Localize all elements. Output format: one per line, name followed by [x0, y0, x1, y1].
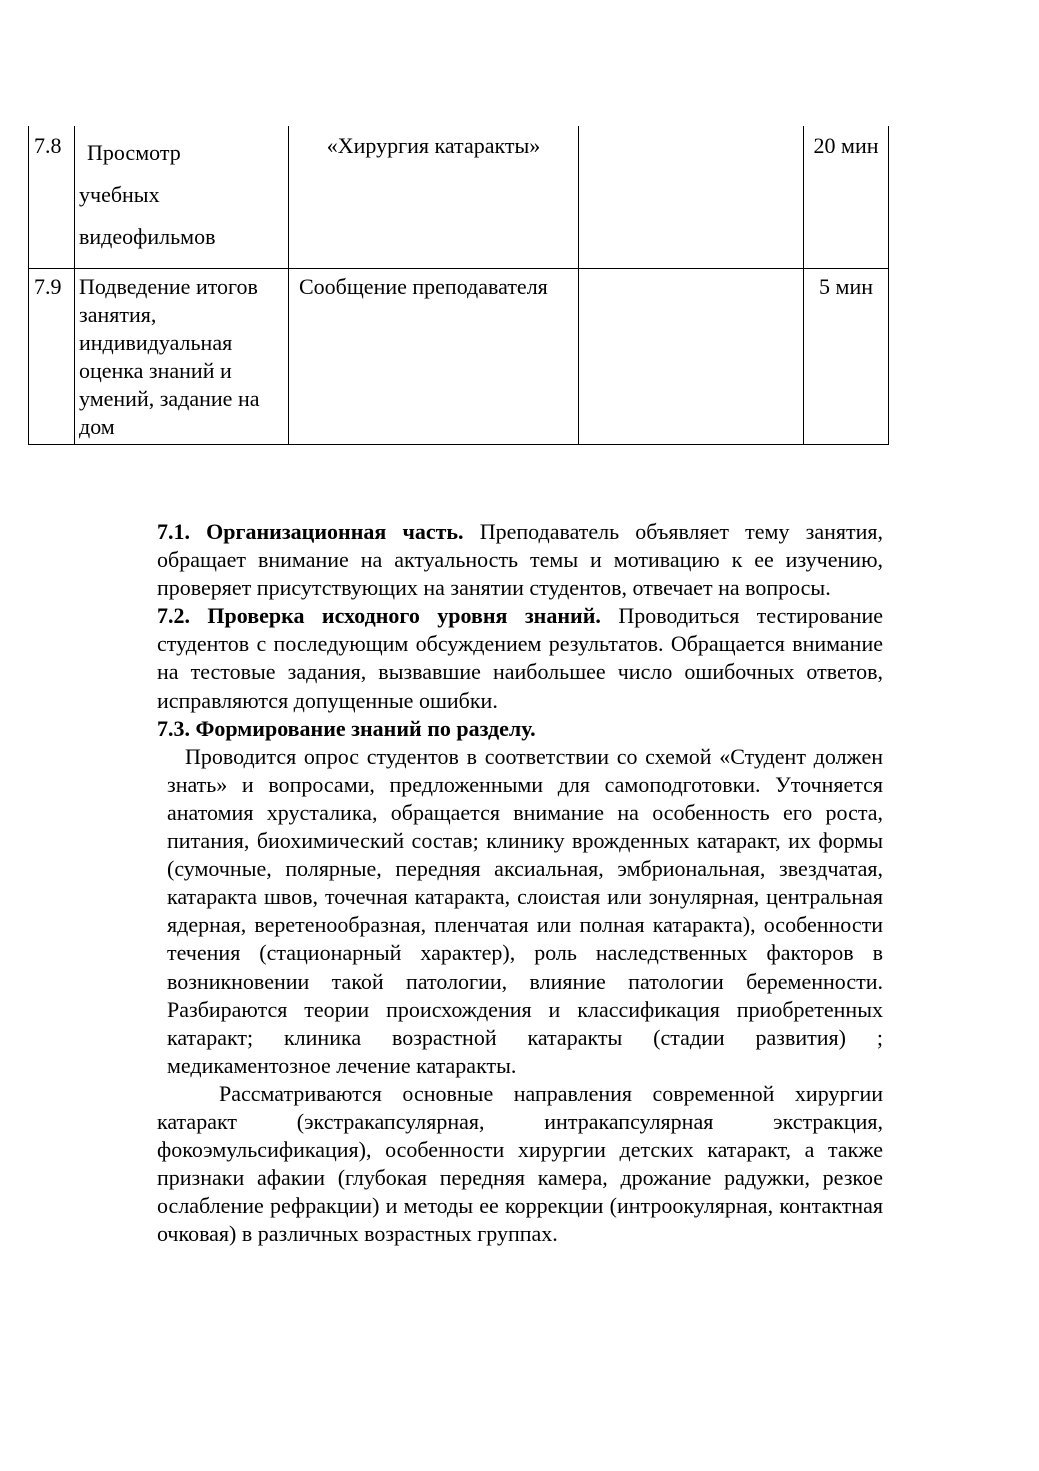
stage-line: Просмотр — [87, 140, 181, 165]
row-number: 7.8 — [29, 126, 75, 269]
section-7-3-text: Проводится опрос студентов в соответствии со схемой «Студент должен знать» и вопросами, предложенными для самоподготовки. Уточняется анатомия хрусталика, обращается внимание на особенность его роста, питания, биохимический состав; клинику врожденных катаракт, их формы (сумочные, полярные, передняя аксиальная, эмбриональная, звездчатая, катаракта швов, точечная катаракта, слоистая или зонулярная, центральная ядерная, веретенообразная, пленчатая или полная катаракта), особенности течения (стационарный характер), роль наследственных факторов в возникновении такой патологии, влияние патологии беременности. Разбираются теории происхождения и классификация приобретенных катаракт; клиника возрастной катаракты (стадии развития) ; медикаментозное лечение катаракты. — [167, 743, 883, 1078]
stage-line: учебных — [79, 182, 160, 207]
row-method: Сообщение преподавателя — [289, 269, 579, 445]
section-heading: 7.1. Организационная часть. — [157, 519, 464, 544]
table-row — [29, 269, 889, 445]
section-text: Преподаватель объявляет тему занятия, обращает внимание на актуальность темы и мотивацию к ее изучению, проверяет присутствующих на занятии студентов, отвечает на вопросы. — [157, 519, 883, 601]
section-text: Проводиться тестирование студентов с последующим обсуждением результатов. Обращается внимание на тестовые задания, вызвавшие наибольшее число ошибочных ответов, исправляются допущенные ошибки. — [157, 603, 884, 713]
section-7-3-heading — [157, 715, 883, 743]
row-stage: Подведение итогов занятия, индивидуальная оценка знаний и умений, задание на дом — [75, 269, 289, 445]
section-7-1 — [157, 518, 883, 602]
row-note — [579, 269, 804, 445]
row-time: 5 мин — [804, 269, 889, 445]
row-method: «Хирургия катаракты» — [289, 126, 579, 269]
table-row — [29, 126, 889, 269]
row-time: 20 мин — [804, 126, 889, 269]
lesson-description — [157, 518, 883, 1248]
section-7-3-text-2: Рассматриваются основные направления современной хирургии катаракт (экстракапсулярная, интракапсулярная экстракция, фокоэмульсификация), особенности хирургии детских катаракт, а также признаки афакии (глубокая передняя камера, дрожание радужки, резкое ослабление рефракции) и методы ее коррекции (интроокулярная, контактная очковая) в различных возрастных группах. — [157, 1080, 883, 1247]
section-heading: 7.3. Формирование знаний по разделу. — [157, 715, 536, 741]
row-stage — [75, 126, 289, 269]
stage-line: видеофильмов — [79, 224, 216, 249]
row-note — [579, 126, 804, 269]
section-heading: 7.2. Проверка исходного уровня знаний. — [157, 603, 601, 629]
row-number: 7.9 — [29, 269, 75, 445]
lesson-plan-table — [28, 126, 889, 445]
section-7-2 — [157, 602, 883, 714]
